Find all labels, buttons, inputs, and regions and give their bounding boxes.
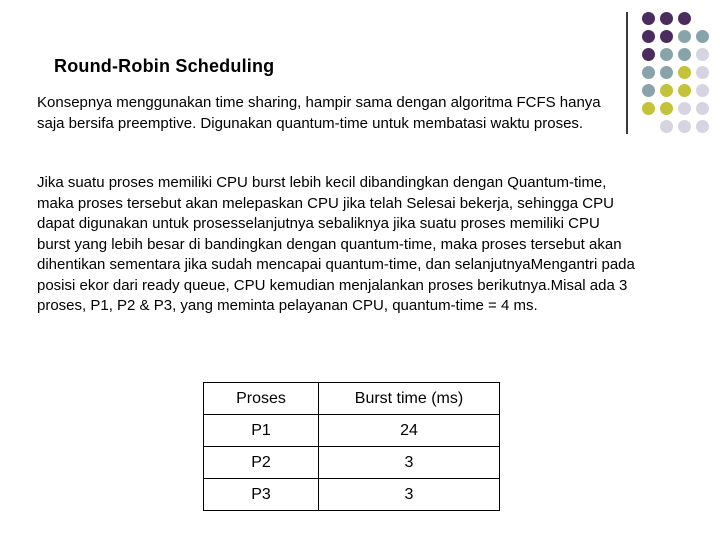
decorative-dot	[660, 30, 673, 43]
decorative-dot	[660, 48, 673, 61]
table-row	[204, 479, 500, 511]
decorative-dot	[678, 12, 691, 25]
decorative-dot-grid	[642, 12, 709, 133]
process-cell: P3	[204, 479, 319, 511]
burst-time-cell: 3	[319, 447, 500, 479]
burst-time-cell: 3	[319, 479, 500, 511]
decorative-dot	[696, 30, 709, 43]
slide-title: Round-Robin Scheduling	[54, 56, 275, 76]
decorative-dot	[696, 48, 709, 61]
decorative-dot	[642, 102, 655, 115]
decorative-dot	[678, 66, 691, 79]
decorative-dot	[660, 84, 673, 97]
table-row	[204, 415, 500, 447]
table-header-row	[204, 383, 500, 415]
decorative-dot	[696, 66, 709, 79]
decorative-dot	[678, 84, 691, 97]
decorative-dot	[696, 84, 709, 97]
column-header-burst-time: Burst time (ms)	[319, 383, 500, 415]
explanation-paragraph: Jika suatu proses memiliki CPU burst lebih kecil dibandingkan dengan Quantum-time, maka proses tersebut akan melepaskan CPU jika telah Selesai bekerja, sehingga CPU dapat digunakan untuk prosesselanjutnya sebaliknya jika suatu proses memiliki CPU burst yang lebih besar di bandingkan dengan quantum-time, maka proses tersebut akan dihentikan sementara jika sudah mencapai quantum-time, dan selanjutnyaMengantri pada posisi ekor dari ready queue, CPU kemudian menjalankan proses berikutnya.Misal ada 3 proses, P1, P2 & P3, yang meminta pelayanan CPU, quantum-time = 4 ms.	[37, 174, 635, 314]
decorative-dot	[678, 48, 691, 61]
decorative-dot	[642, 120, 655, 133]
decorative-dot	[642, 84, 655, 97]
decorative-vertical-line	[626, 12, 628, 134]
process-burst-table	[203, 382, 500, 511]
process-cell: P2	[204, 447, 319, 479]
decorative-dot	[678, 102, 691, 115]
decorative-dot	[660, 102, 673, 115]
intro-paragraph: Konsepnya menggunakan time sharing, hampir sama dengan algoritma FCFS hanya saja bersifa preemptive. Digunakan quantum-time untuk membatasi waktu proses.	[37, 94, 601, 132]
decorative-dot	[642, 66, 655, 79]
decorative-dot	[660, 66, 673, 79]
process-cell: P1	[204, 415, 319, 447]
decorative-dot	[678, 120, 691, 133]
column-header-process: Proses	[204, 383, 319, 415]
decorative-dot	[678, 30, 691, 43]
burst-time-cell: 24	[319, 415, 500, 447]
decorative-dot	[696, 12, 709, 25]
table-row	[204, 447, 500, 479]
decorative-dot	[642, 12, 655, 25]
decorative-dot	[660, 12, 673, 25]
decorative-dot	[696, 102, 709, 115]
decorative-dot	[642, 30, 655, 43]
decorative-dot	[642, 48, 655, 61]
decorative-dot	[660, 120, 673, 133]
decorative-dot	[696, 120, 709, 133]
